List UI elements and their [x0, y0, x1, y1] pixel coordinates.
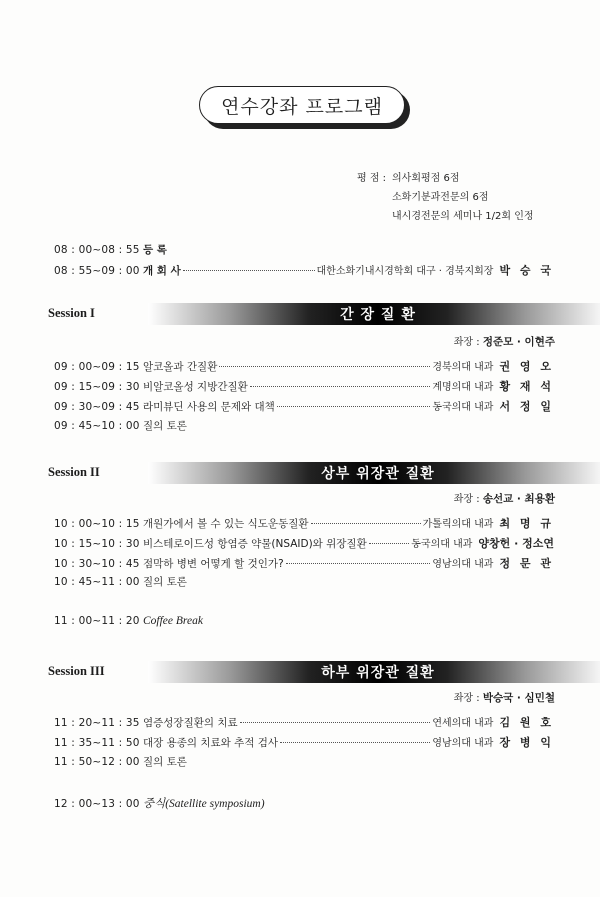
time-slot: 10 : 00~10 : 15: [54, 518, 140, 530]
leader-dots: [311, 523, 421, 524]
accreditation-line: 소화기분과전문의 6점: [392, 192, 489, 203]
topic: 대장 용종의 치료와 추적 검사: [143, 737, 279, 749]
time-slot: 12 : 00~13 : 00: [54, 798, 140, 810]
schedule-row: [54, 262, 554, 280]
topic: 질의 토론: [143, 420, 187, 432]
accreditation-label: 평 점 :: [357, 173, 387, 184]
session-label: Session II: [48, 465, 100, 479]
chair-names: 송선교 · 최용환: [482, 493, 555, 505]
leader-dots: [240, 722, 431, 723]
affiliation: 동국의대 내과: [411, 539, 473, 550]
session-title: 하부 위장관 질환: [321, 665, 435, 681]
schedule-row: [54, 418, 554, 436]
schedule-row-lunch: [54, 795, 554, 813]
affiliation: 계명의대 내과: [432, 382, 494, 393]
chair-label: 좌장 :: [453, 337, 480, 348]
leader-dots: [369, 543, 410, 544]
speaker: 장 병 익: [499, 736, 554, 749]
schedule-row: [54, 535, 554, 553]
speaker: 서 정 일: [499, 400, 554, 413]
chair-label: 좌장 :: [453, 693, 480, 704]
affiliation: 연세의대 내과: [432, 718, 494, 729]
session-label: Session III: [48, 664, 105, 678]
schedule-row: [54, 754, 554, 772]
speaker: 양창헌 · 정소연: [478, 537, 554, 550]
speaker: 김 원 호: [499, 716, 554, 729]
accreditation-line: 내시경전문의 세미나 1/2회 인정: [392, 211, 534, 222]
topic: 알코올과 간질환: [143, 361, 218, 373]
leader-dots: [280, 742, 430, 743]
topic: 개원가에서 볼 수 있는 식도운동질환: [143, 518, 309, 530]
session-header: [48, 303, 558, 325]
schedule-row: [54, 515, 554, 533]
topic: 비스테로이드성 항염증 약물(NSAID)와 위장질환: [143, 538, 367, 550]
schedule-row-coffee-break: [54, 615, 554, 633]
topic: 질의 토론: [143, 756, 187, 768]
affiliation: 영남의대 내과: [432, 738, 494, 749]
topic: 질의 토론: [143, 576, 187, 588]
session-title: 간 장 질 환: [340, 307, 416, 323]
time-slot: 09 : 30~09 : 45: [54, 401, 140, 413]
chair-names: 박승국 · 심민철: [482, 692, 555, 704]
topic: 개 회 사: [143, 265, 181, 277]
time-slot: 10 : 15~10 : 30: [54, 538, 140, 550]
time-slot: 10 : 30~10 : 45: [54, 558, 140, 570]
schedule-row: [54, 398, 554, 416]
time-slot: 09 : 45~10 : 00: [54, 420, 140, 432]
affiliation: 경북의대 내과: [432, 362, 494, 373]
program-title-box: [199, 86, 407, 126]
leader-dots: [250, 386, 431, 387]
schedule-row: [54, 358, 554, 376]
session-title: 상부 위장관 질환: [321, 466, 435, 482]
speaker: 최 명 규: [499, 517, 554, 530]
affiliation: 대한소화기내시경학회 대구 · 경북지회장: [316, 266, 494, 277]
accreditation-block: [357, 169, 534, 226]
speaker: 황 재 석: [499, 380, 554, 393]
leader-dots: [219, 366, 430, 367]
chair-label: 좌장 :: [453, 494, 480, 505]
session-header: [48, 661, 558, 683]
schedule-row: [54, 242, 554, 260]
leader-dots: [286, 563, 431, 564]
session-chairs: [454, 689, 555, 705]
schedule-row: [54, 555, 554, 573]
topic: 점막하 병변 어떻게 할 것인가?: [143, 558, 284, 570]
session-chairs: [454, 333, 555, 349]
session-label: Session I: [48, 306, 95, 320]
topic: 비알코올성 지방간질환: [143, 381, 248, 393]
schedule-row: [54, 574, 554, 592]
affiliation: 영남의대 내과: [432, 559, 494, 570]
time-slot: 08 : 55~09 : 00: [54, 265, 140, 277]
affiliation: 동국의대 내과: [432, 402, 494, 413]
leader-dots: [277, 406, 431, 407]
topic: 중식(Satellite symposium): [143, 798, 265, 810]
topic: 라미뷰딘 사용의 문제와 대책: [143, 401, 275, 413]
chair-names: 정준모 · 이현주: [482, 336, 555, 348]
page-title: 연수강좌 프로그램: [199, 86, 405, 124]
speaker: 권 영 오: [499, 360, 554, 373]
time-slot: 09 : 15~09 : 30: [54, 381, 140, 393]
time-slot: 08 : 00~08 : 55: [54, 244, 140, 256]
topic: Coffee Break: [143, 615, 203, 627]
topic: 염증성장질환의 치료: [143, 717, 238, 729]
schedule-row: [54, 714, 554, 732]
session-header: [48, 462, 558, 484]
affiliation: 가톨릭의대 내과: [422, 519, 494, 530]
accreditation-line: 의사회평점 6점: [392, 173, 460, 184]
topic: 등 록: [143, 244, 167, 256]
time-slot: 11 : 35~11 : 50: [54, 737, 140, 749]
time-slot: 09 : 00~09 : 15: [54, 361, 140, 373]
session-chairs: [454, 490, 555, 506]
time-slot: 11 : 50~12 : 00: [54, 756, 140, 768]
time-slot: 11 : 00~11 : 20: [54, 615, 140, 627]
time-slot: 10 : 45~11 : 00: [54, 576, 140, 588]
time-slot: 11 : 20~11 : 35: [54, 717, 140, 729]
schedule-row: [54, 378, 554, 396]
leader-dots: [183, 270, 315, 271]
speaker: 정 문 관: [499, 557, 554, 570]
speaker: 박 승 국: [499, 264, 554, 277]
schedule-row: [54, 734, 554, 752]
